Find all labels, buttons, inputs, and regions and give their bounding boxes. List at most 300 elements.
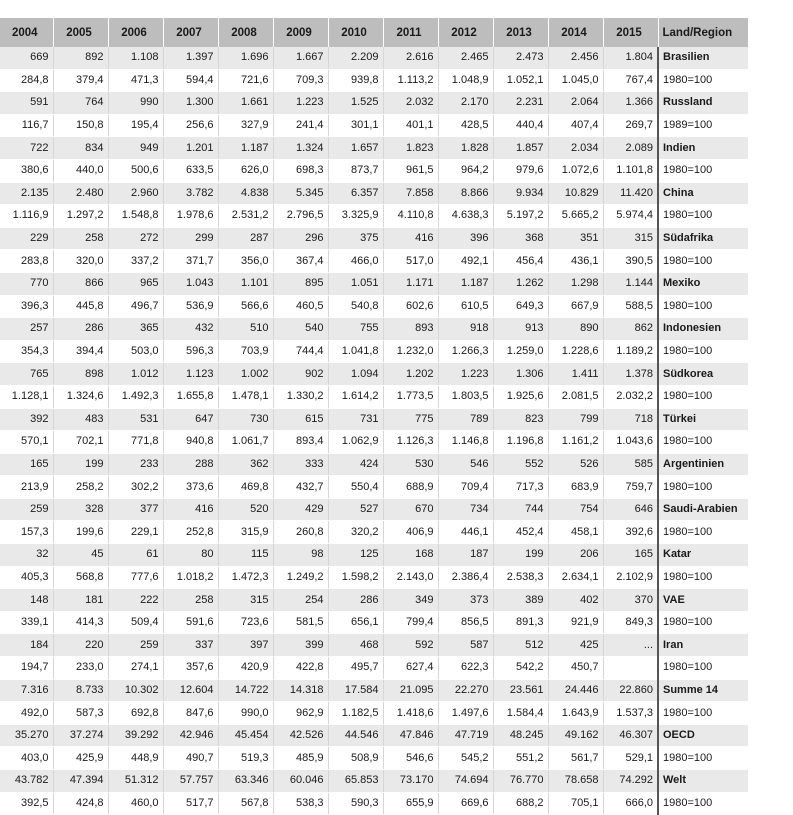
table-cell: 47.394 <box>53 770 108 793</box>
table-cell: 241,4 <box>273 114 328 137</box>
table-cell: 546,6 <box>383 747 438 770</box>
table-cell: 536,9 <box>163 295 218 318</box>
table-cell: 22.270 <box>438 679 493 702</box>
table-cell: 389 <box>493 589 548 612</box>
table-cell: 425,9 <box>53 747 108 770</box>
table-body <box>0 47 748 815</box>
region-label: Brasilien <box>658 47 748 69</box>
table-cell: 799,4 <box>383 611 438 634</box>
header-land-region: Land/Region <box>658 18 748 47</box>
table-cell: 891,3 <box>493 611 548 634</box>
table-cell: 1.116,9 <box>0 205 53 228</box>
table-row <box>0 679 748 702</box>
table-cell: 890 <box>548 318 603 341</box>
table-cell: 2.538,3 <box>493 566 548 589</box>
table-cell: 2.456 <box>548 47 603 69</box>
table-row <box>0 363 748 386</box>
table-cell: 4.110,8 <box>383 205 438 228</box>
header-year-2005: 2005 <box>53 18 108 47</box>
table-cell: 622,3 <box>438 657 493 680</box>
table-cell: 709,3 <box>273 69 328 92</box>
table-row <box>0 724 748 747</box>
table-cell: 222 <box>108 589 163 612</box>
table-cell: 377 <box>108 498 163 521</box>
index-base-label: 1980=100 <box>658 250 748 273</box>
region-label: Katar <box>658 544 748 567</box>
table-cell: 500,6 <box>108 159 163 182</box>
table-cell: 1.146,8 <box>438 431 493 454</box>
table-cell: 1.492,3 <box>108 385 163 408</box>
table-cell: 2.531,2 <box>218 205 273 228</box>
index-base-label: 1980=100 <box>658 702 748 725</box>
index-base-label: 1980=100 <box>658 521 748 544</box>
table-cell: 921,9 <box>548 611 603 634</box>
table-row <box>0 431 748 454</box>
table-cell: 1.187 <box>218 137 273 160</box>
table-cell: 392,6 <box>603 521 658 544</box>
region-label: Iran <box>658 634 748 657</box>
table-cell: 594,4 <box>163 69 218 92</box>
table-cell: 2.089 <box>603 137 658 160</box>
table-cell: 21.095 <box>383 679 438 702</box>
index-base-label: 1980=100 <box>658 611 748 634</box>
table-row <box>0 159 748 182</box>
table-cell: 320,2 <box>328 521 383 544</box>
table-cell: 199 <box>493 544 548 567</box>
data-table <box>0 18 748 815</box>
table-cell: 14.722 <box>218 679 273 702</box>
table-cell <box>603 657 658 680</box>
table-cell: 1.228,6 <box>548 340 603 363</box>
table-cell: 755 <box>328 318 383 341</box>
table-cell: 1.696 <box>218 47 273 69</box>
region-label: Russland <box>658 92 748 115</box>
region-label: Mexiko <box>658 272 748 295</box>
table-cell: 588,5 <box>603 295 658 318</box>
table-cell: 585 <box>603 453 658 476</box>
table-cell: 1.113,2 <box>383 69 438 92</box>
table-cell: 492,1 <box>438 250 493 273</box>
table-cell: 254 <box>273 589 328 612</box>
table-cell: 542,2 <box>493 657 548 680</box>
table-cell: 5.345 <box>273 182 328 205</box>
table-cell: 1.298 <box>548 272 603 295</box>
table-cell: 626,0 <box>218 159 273 182</box>
region-label: Saudi-Arabien <box>658 498 748 521</box>
table-cell: 590,3 <box>328 792 383 815</box>
header-year-2014: 2014 <box>548 18 603 47</box>
table-cell: 759,7 <box>603 476 658 499</box>
index-base-label: 1989=100 <box>658 114 748 137</box>
table-cell: 399 <box>273 634 328 657</box>
table-cell: 269,7 <box>603 114 658 137</box>
table-cell: 8.733 <box>53 679 108 702</box>
table-cell: 4.838 <box>218 182 273 205</box>
table-cell: 1.823 <box>383 137 438 160</box>
index-base-label: 1980=100 <box>658 431 748 454</box>
table-cell: 893 <box>383 318 438 341</box>
table-cell: 1.144 <box>603 272 658 295</box>
table-cell: 392,5 <box>0 792 53 815</box>
table-cell: 456,4 <box>493 250 548 273</box>
table-cell: 17.584 <box>328 679 383 702</box>
table-cell: 187 <box>438 544 493 567</box>
region-label: Südkorea <box>658 363 748 386</box>
table-cell: 767,4 <box>603 69 658 92</box>
table-cell: 771,8 <box>108 431 163 454</box>
table-cell: 368 <box>493 227 548 250</box>
table-cell: 367,4 <box>273 250 328 273</box>
table-cell: 448,9 <box>108 747 163 770</box>
table-cell: 2.170 <box>438 92 493 115</box>
table-cell: 299 <box>163 227 218 250</box>
table-cell: 213,9 <box>0 476 53 499</box>
table-cell: 45.454 <box>218 724 273 747</box>
table-cell: 1.128,1 <box>0 385 53 408</box>
table-cell: 157,3 <box>0 521 53 544</box>
table-cell: 301,1 <box>328 114 383 137</box>
table-cell: 425 <box>548 634 603 657</box>
table-cell: 633,5 <box>163 159 218 182</box>
table-cell: 229 <box>0 227 53 250</box>
table-row <box>0 792 748 815</box>
table-cell: 730 <box>218 408 273 431</box>
table-cell: 296 <box>273 227 328 250</box>
table-cell: 913 <box>493 318 548 341</box>
table-cell: 194,7 <box>0 657 53 680</box>
table-cell: 469,8 <box>218 476 273 499</box>
table-cell: 490,7 <box>163 747 218 770</box>
table-row <box>0 747 748 770</box>
table-cell: 718 <box>603 408 658 431</box>
table-cell: 471,3 <box>108 69 163 92</box>
table-cell: 655,9 <box>383 792 438 815</box>
table-cell: 591 <box>0 92 53 115</box>
table-cell: 1.378 <box>603 363 658 386</box>
table-cell: 76.770 <box>493 770 548 793</box>
table-cell: 47.719 <box>438 724 493 747</box>
table-cell: 288 <box>163 453 218 476</box>
header-year-2013: 2013 <box>493 18 548 47</box>
table-cell: 765 <box>0 363 53 386</box>
table-cell: 286 <box>328 589 383 612</box>
table-cell: 195,4 <box>108 114 163 137</box>
table-cell: 2.796,5 <box>273 205 328 228</box>
region-label: Indonesien <box>658 318 748 341</box>
table-cell: 508,9 <box>328 747 383 770</box>
table-cell: 452,4 <box>493 521 548 544</box>
table-cell: 320,0 <box>53 250 108 273</box>
table-cell: 873,7 <box>328 159 383 182</box>
table-cell: 561,7 <box>548 747 603 770</box>
table-cell: 1.043,6 <box>603 431 658 454</box>
table-cell: 373,6 <box>163 476 218 499</box>
table-cell: 354,3 <box>0 340 53 363</box>
table-cell: 3.325,9 <box>328 205 383 228</box>
table-cell: 2.616 <box>383 47 438 69</box>
table-cell: 42.946 <box>163 724 218 747</box>
region-label: VAE <box>658 589 748 612</box>
table-cell: 12.604 <box>163 679 218 702</box>
table-row <box>0 453 748 476</box>
table-cell: 1.925,6 <box>493 385 548 408</box>
header-year-2010: 2010 <box>328 18 383 47</box>
table-cell: 530 <box>383 453 438 476</box>
table-cell: 669,6 <box>438 792 493 815</box>
table-cell: 414,3 <box>53 611 108 634</box>
table-cell: 646 <box>603 498 658 521</box>
table-cell: 2.386,4 <box>438 566 493 589</box>
table-cell: 23.561 <box>493 679 548 702</box>
index-base-label: 1980=100 <box>658 159 748 182</box>
table-cell: 420,9 <box>218 657 273 680</box>
table-cell: 670 <box>383 498 438 521</box>
index-base-label: 1980=100 <box>658 476 748 499</box>
table-cell: 1.012 <box>108 363 163 386</box>
table-cell: 73.170 <box>383 770 438 793</box>
table-cell: 1.189,2 <box>603 340 658 363</box>
table-cell: 466,0 <box>328 250 383 273</box>
table-cell: 1.667 <box>273 47 328 69</box>
table-cell: 723,6 <box>218 611 273 634</box>
table-cell: 764 <box>53 92 108 115</box>
table-cell: 379,4 <box>53 69 108 92</box>
table-cell: 375 <box>328 227 383 250</box>
table-cell: 272 <box>108 227 163 250</box>
table-cell: 39.292 <box>108 724 163 747</box>
table-cell: 47.846 <box>383 724 438 747</box>
table-cell: 789 <box>438 408 493 431</box>
table-cell: 181 <box>53 589 108 612</box>
table-cell: 2.209 <box>328 47 383 69</box>
table-cell: 206 <box>548 544 603 567</box>
table-cell: 550,4 <box>328 476 383 499</box>
table-cell: 57.757 <box>163 770 218 793</box>
table-cell: 1.072,6 <box>548 159 603 182</box>
table-cell: 445,8 <box>53 295 108 318</box>
table-cell: 407,4 <box>548 114 603 137</box>
table-cell: 429 <box>273 498 328 521</box>
table-cell: 1.043 <box>163 272 218 295</box>
table-row <box>0 295 748 318</box>
table-cell: 373 <box>438 589 493 612</box>
table-cell: 587 <box>438 634 493 657</box>
table-cell: 315,9 <box>218 521 273 544</box>
table-cell: 849,3 <box>603 611 658 634</box>
table-cell: 1.330,2 <box>273 385 328 408</box>
table-cell: 722 <box>0 137 53 160</box>
table-cell: 2.143,0 <box>383 566 438 589</box>
table-cell: 1.223 <box>273 92 328 115</box>
table-cell: 302,2 <box>108 476 163 499</box>
table-cell: 283,8 <box>0 250 53 273</box>
table-cell: 258 <box>163 589 218 612</box>
table-cell: 1.773,5 <box>383 385 438 408</box>
table-cell: 2.231 <box>493 92 548 115</box>
table-row <box>0 566 748 589</box>
table-cell: 74.694 <box>438 770 493 793</box>
table-cell: 1.041,8 <box>328 340 383 363</box>
table-row <box>0 69 748 92</box>
table-cell: 940,8 <box>163 431 218 454</box>
table-cell: 483 <box>53 408 108 431</box>
table-cell: 6.357 <box>328 182 383 205</box>
table-cell: 150,8 <box>53 114 108 137</box>
table-cell: 964,2 <box>438 159 493 182</box>
table-cell: 65.853 <box>328 770 383 793</box>
table-cell: 416 <box>383 227 438 250</box>
table-cell: 526 <box>548 453 603 476</box>
table-cell: 405,3 <box>0 566 53 589</box>
table-row <box>0 611 748 634</box>
table-cell: 517,7 <box>163 792 218 815</box>
table-cell: 1.182,5 <box>328 702 383 725</box>
table-cell: 3.782 <box>163 182 218 205</box>
table-cell: 1.828 <box>438 137 493 160</box>
table-cell: 567,8 <box>218 792 273 815</box>
table-cell: 10.302 <box>108 679 163 702</box>
table-cell: 2.081,5 <box>548 385 603 408</box>
table-cell: 116,7 <box>0 114 53 137</box>
table-cell: 258 <box>53 227 108 250</box>
table-cell: 902 <box>273 363 328 386</box>
table-row <box>0 272 748 295</box>
table-cell: 939,8 <box>328 69 383 92</box>
table-cell: 1.108 <box>108 47 163 69</box>
table-cell: 698,3 <box>273 159 328 182</box>
table-row <box>0 634 748 657</box>
table-cell: 1.094 <box>328 363 383 386</box>
table-cell: 339,1 <box>0 611 53 634</box>
table-cell: 432 <box>163 318 218 341</box>
table-row <box>0 408 748 431</box>
table-cell: 328 <box>53 498 108 521</box>
table-row <box>0 205 748 228</box>
table-cell: 688,2 <box>493 792 548 815</box>
table-cell: 1.259,0 <box>493 340 548 363</box>
table-cell: 962,9 <box>273 702 328 725</box>
table-cell: 705,1 <box>548 792 603 815</box>
table-cell: 847,6 <box>163 702 218 725</box>
table-cell: 48.245 <box>493 724 548 747</box>
header-year-2006: 2006 <box>108 18 163 47</box>
table-cell: 468 <box>328 634 383 657</box>
table-cell: 168 <box>383 544 438 567</box>
table-cell: 823 <box>493 408 548 431</box>
table-cell: 351 <box>548 227 603 250</box>
table-cell: 2.032 <box>383 92 438 115</box>
table-cell: 397 <box>218 634 273 657</box>
table-cell: 1.324 <box>273 137 328 160</box>
table-cell: 7.858 <box>383 182 438 205</box>
table-row <box>0 385 748 408</box>
header-year-2008: 2008 <box>218 18 273 47</box>
table-cell: 1.126,3 <box>383 431 438 454</box>
table-cell: 440,4 <box>493 114 548 137</box>
table-cell: 35.270 <box>0 724 53 747</box>
table-cell: 4.638,3 <box>438 205 493 228</box>
table-cell: 5.665,2 <box>548 205 603 228</box>
table-row <box>0 340 748 363</box>
table-cell: 1.657 <box>328 137 383 160</box>
table-cell: 356,0 <box>218 250 273 273</box>
table-cell: 529,1 <box>603 747 658 770</box>
region-label: Welt <box>658 770 748 793</box>
table-row <box>0 47 748 69</box>
table-cell: 233 <box>108 453 163 476</box>
table-cell: 2.064 <box>548 92 603 115</box>
table-cell: 260,8 <box>273 521 328 544</box>
table-cell: 370 <box>603 589 658 612</box>
table-cell: 647 <box>163 408 218 431</box>
table-cell: 1.201 <box>163 137 218 160</box>
table-cell: 1.655,8 <box>163 385 218 408</box>
table-cell: 402 <box>548 589 603 612</box>
table-cell: 517,0 <box>383 250 438 273</box>
header-year-2009: 2009 <box>273 18 328 47</box>
table-cell: 458,1 <box>548 521 603 544</box>
table-cell: 80 <box>163 544 218 567</box>
table-cell: 2.480 <box>53 182 108 205</box>
table-cell: 2.634,1 <box>548 566 603 589</box>
table-cell: 1.857 <box>493 137 548 160</box>
table-cell: 592 <box>383 634 438 657</box>
header-row <box>0 18 748 47</box>
table-cell: 591,6 <box>163 611 218 634</box>
table-cell: 1.803,5 <box>438 385 493 408</box>
table-cell: 596,3 <box>163 340 218 363</box>
index-base-label: 1980=100 <box>658 747 748 770</box>
table-cell: 656,1 <box>328 611 383 634</box>
table-cell: 49.162 <box>548 724 603 747</box>
table-cell: 1.614,2 <box>328 385 383 408</box>
table-cell: 258,2 <box>53 476 108 499</box>
table-cell: 61 <box>108 544 163 567</box>
table-cell: 1.478,1 <box>218 385 273 408</box>
table-cell: 233,0 <box>53 657 108 680</box>
table-cell: 424 <box>328 453 383 476</box>
table-cell: 1.497,6 <box>438 702 493 725</box>
table-cell: 401,1 <box>383 114 438 137</box>
table-cell: 834 <box>53 137 108 160</box>
table-cell: 1.297,2 <box>53 205 108 228</box>
header-year-2012: 2012 <box>438 18 493 47</box>
table-cell: 2.034 <box>548 137 603 160</box>
table-cell: 2.465 <box>438 47 493 69</box>
table-cell: 446,1 <box>438 521 493 544</box>
table-cell: 688,9 <box>383 476 438 499</box>
index-base-label: 1980=100 <box>658 340 748 363</box>
table-cell: 1.018,2 <box>163 566 218 589</box>
table-cell: 1.061,7 <box>218 431 273 454</box>
table-row <box>0 114 748 137</box>
table-cell: 568,8 <box>53 566 108 589</box>
table-cell: 1.051 <box>328 272 383 295</box>
table-cell: 683,9 <box>548 476 603 499</box>
table-cell: 893,4 <box>273 431 328 454</box>
table-cell: 1.411 <box>548 363 603 386</box>
table-cell: 60.046 <box>273 770 328 793</box>
table-cell: 428,5 <box>438 114 493 137</box>
table-cell: 184 <box>0 634 53 657</box>
table-cell: 627,4 <box>383 657 438 680</box>
table-cell: 669 <box>0 47 53 69</box>
table-cell: 24.446 <box>548 679 603 702</box>
table-cell: 1.418,6 <box>383 702 438 725</box>
table-cell: 692,8 <box>108 702 163 725</box>
table-cell: 862 <box>603 318 658 341</box>
table-cell: 570,1 <box>0 431 53 454</box>
